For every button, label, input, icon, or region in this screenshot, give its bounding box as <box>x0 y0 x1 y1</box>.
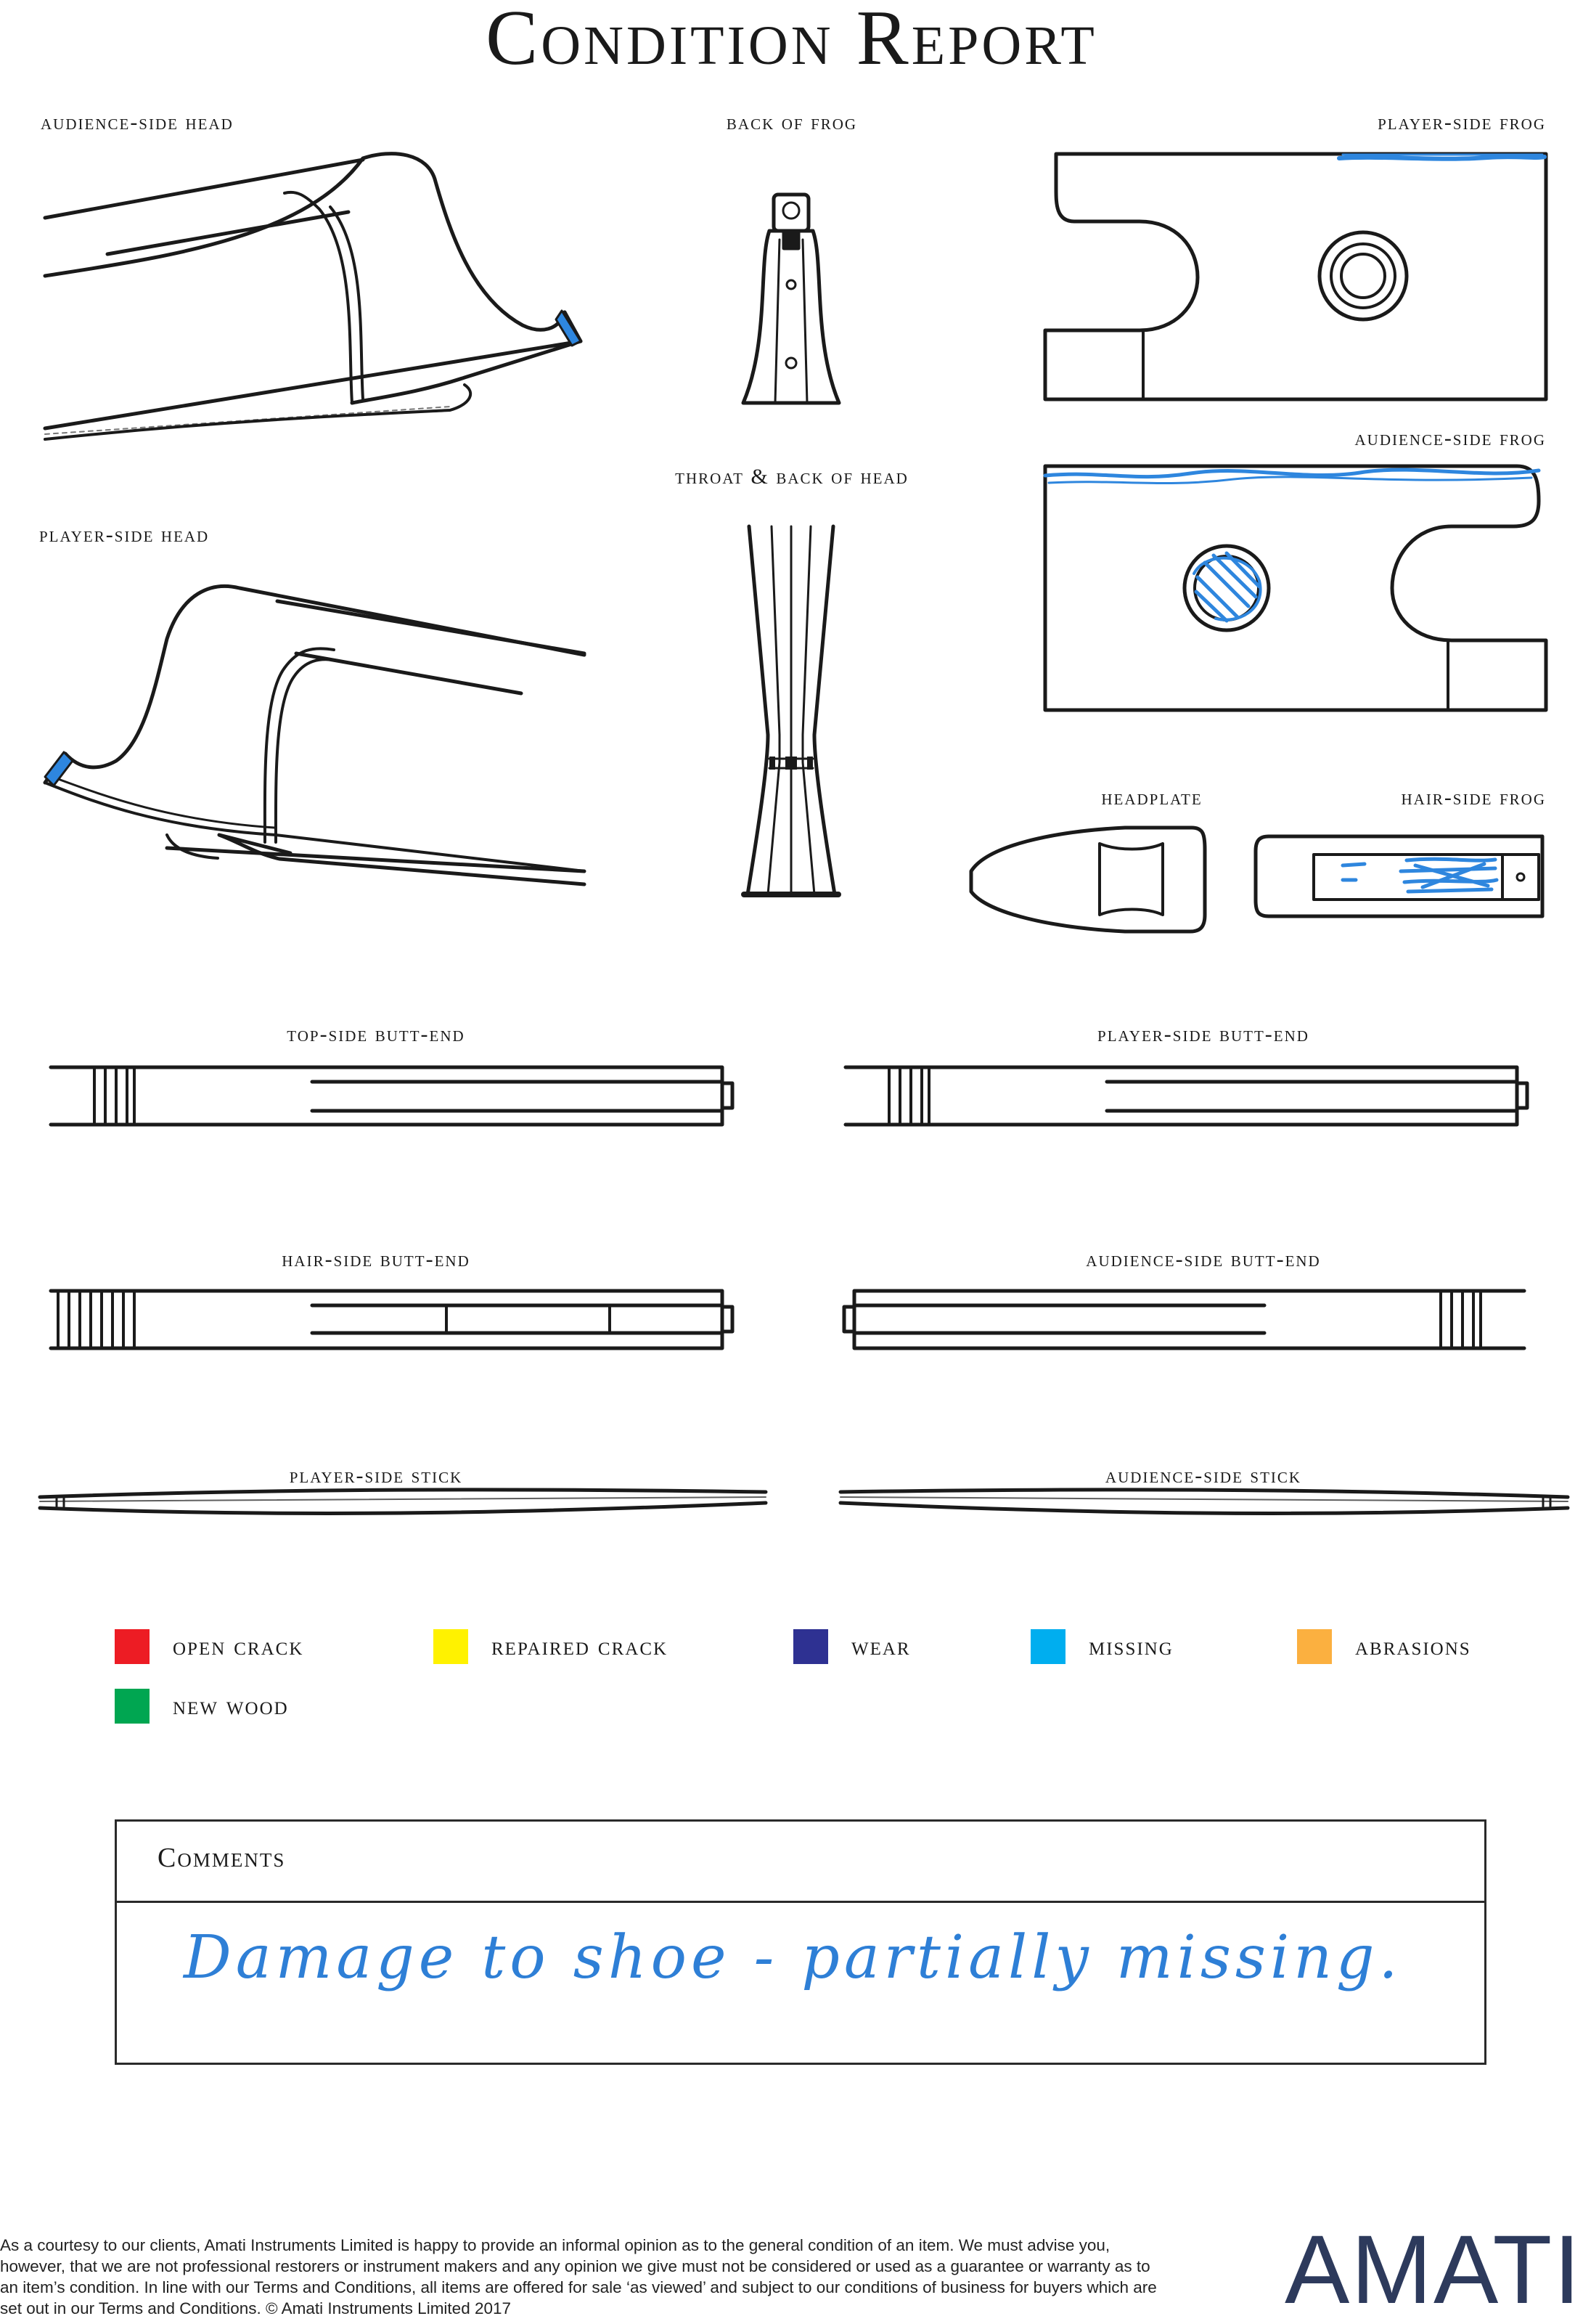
diagram-player-side-stick <box>40 1490 766 1514</box>
label-back-of-frog: back of frog <box>726 110 858 134</box>
amati-logo: AMATI <box>1285 2216 1582 2324</box>
legend-label-open-crack: open crack <box>173 1631 304 1660</box>
comments-header <box>117 1822 1484 1903</box>
diagram-hair-side-butt-end <box>51 1291 732 1348</box>
legend-swatch-open-crack <box>115 1629 150 1664</box>
diagram-throat-back-of-head <box>744 526 838 894</box>
label-audience-side-stick: audience-side stick <box>1105 1464 1302 1488</box>
legend-label-new-wood: new wood <box>173 1691 289 1720</box>
label-player-side-head: player-side head <box>39 523 210 547</box>
page-title: Condition Report <box>486 0 1097 81</box>
legend-swatch-abrasions <box>1297 1629 1332 1664</box>
label-player-side-butt-end: player-side butt-end <box>1097 1022 1309 1046</box>
label-audience-side-frog: audience-side frog <box>1354 426 1546 450</box>
legend-swatch-wear <box>793 1629 828 1664</box>
legend-label-repaired-crack: repaired crack <box>491 1631 668 1660</box>
label-hair-side-frog: hair-side frog <box>1401 786 1546 810</box>
diagram-back-of-frog <box>743 195 839 403</box>
label-audience-side-head: audience-side head <box>41 110 234 134</box>
diagram-audience-side-head <box>45 154 581 439</box>
diagram-player-side-head <box>45 586 584 884</box>
legend-label-abrasions: abrasions <box>1355 1631 1471 1660</box>
comments-heading: Comments <box>158 1843 286 1873</box>
label-hair-side-butt-end: hair-side butt-end <box>282 1247 470 1271</box>
label-player-side-stick: player-side stick <box>289 1464 463 1488</box>
comments-text[interactable]: Damage to shoe - partially missing. <box>184 1923 1402 1992</box>
label-audience-side-butt-end: audience-side butt-end <box>1086 1247 1321 1271</box>
diagram-player-side-butt-end <box>846 1067 1527 1125</box>
diagram-player-side-frog <box>1045 154 1546 399</box>
diagram-headplate <box>971 828 1205 931</box>
label-top-side-butt-end: top-side butt-end <box>287 1022 465 1046</box>
legend-label-wear: wear <box>851 1631 911 1660</box>
label-headplate: headplate <box>1101 786 1203 810</box>
legend-label-missing: missing <box>1089 1631 1174 1660</box>
label-player-side-frog: player-side frog <box>1378 110 1546 134</box>
diagram-top-side-butt-end <box>51 1067 732 1125</box>
diagram-audience-side-butt-end <box>844 1291 1524 1348</box>
diagram-hair-side-frog <box>1256 836 1542 916</box>
disclaimer-text: As a courtesy to our clients, Amati Instruments Limited is happy to provide an informal opinion as to the general condition of an item. We must advise you, however, that we are not professional restorers or instrument makers and any opinion we give must not be considered or used as a guarantee or warranty as to an item’s condition. In line with our Terms and Conditions, all items are offered for sale ‘as viewed’ and subject to our conditions of business for buyers which are set out in our Terms and Conditions. © Amati Instruments Limited 2017 <box>0 2236 1157 2317</box>
label-throat-back-of-head: throat & back of head <box>675 465 909 489</box>
diagram-audience-side-stick <box>840 1490 1568 1514</box>
comments-box <box>115 1819 1486 2065</box>
legend-swatch-missing <box>1031 1629 1065 1664</box>
legend-swatch-new-wood <box>115 1689 150 1724</box>
legend-swatch-repaired-crack <box>433 1629 468 1664</box>
diagram-audience-side-frog <box>1045 466 1546 710</box>
